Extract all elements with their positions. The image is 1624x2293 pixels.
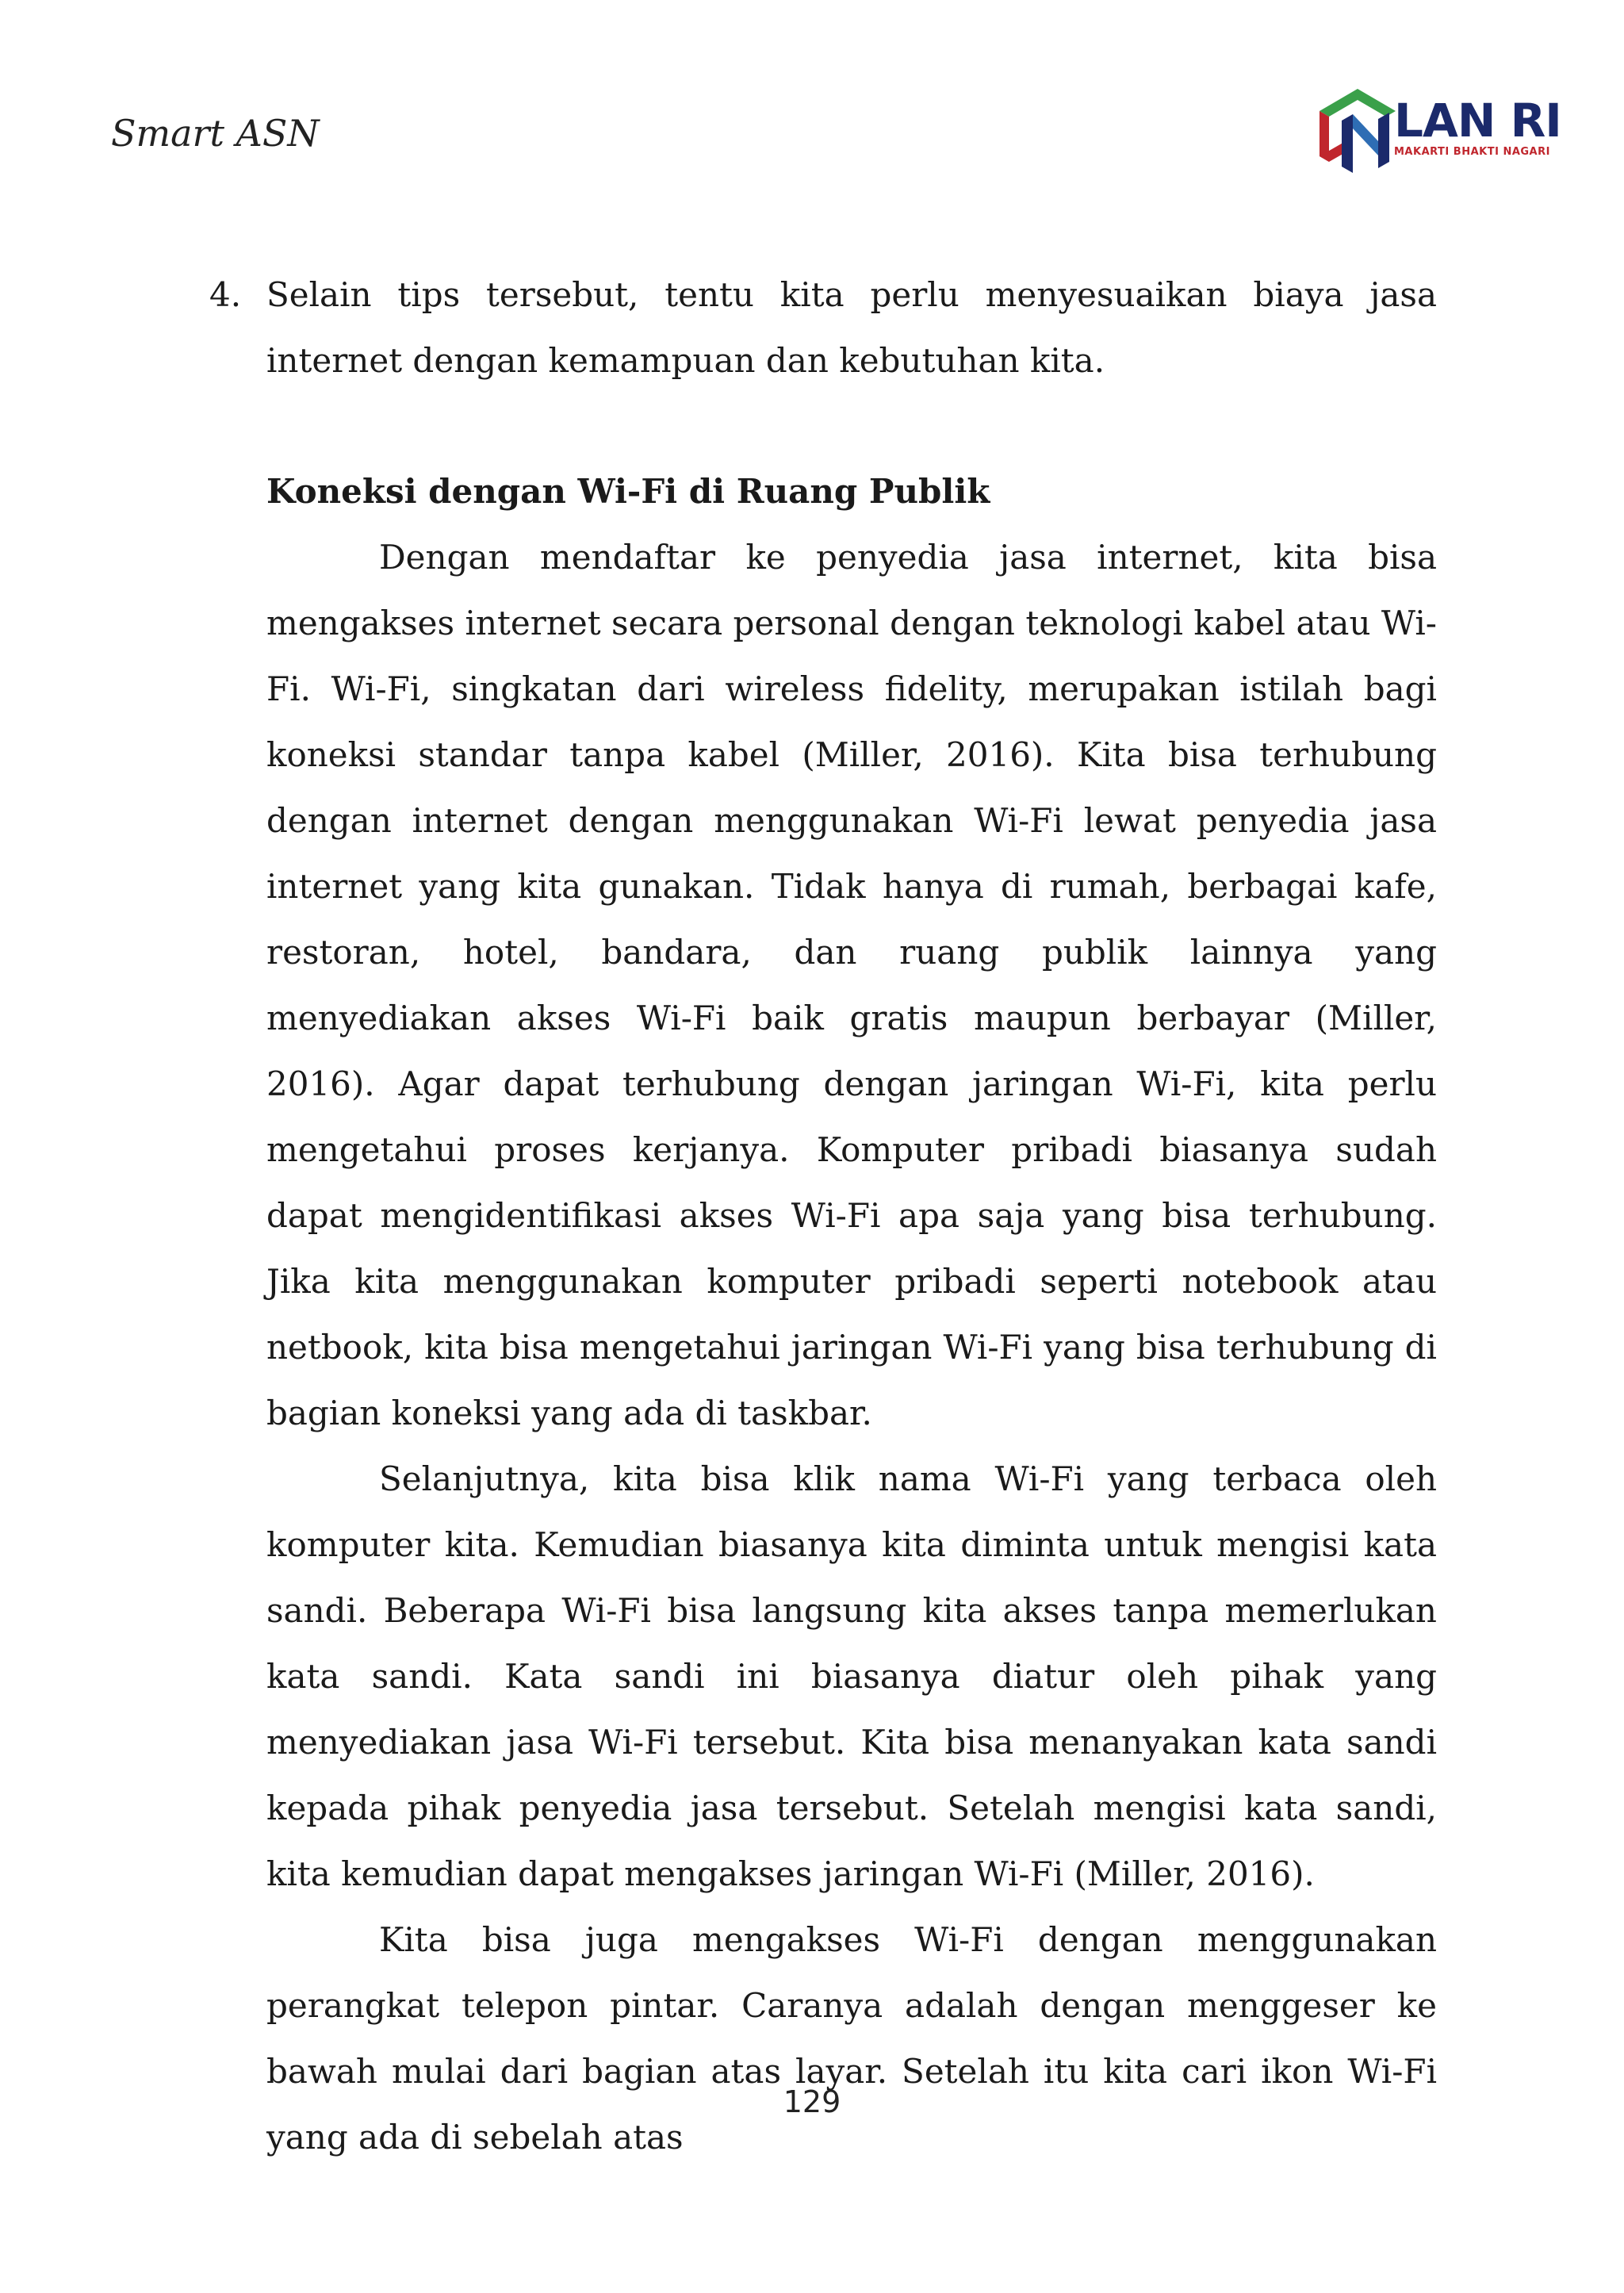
- lan-ri-logo: [1312, 79, 1561, 182]
- lan-ri-logo-mark-icon: [1312, 79, 1405, 179]
- page-number: 129: [783, 2084, 841, 2119]
- logo-wordmark: LAN RI: [1394, 94, 1561, 148]
- paragraph-2: Selanjutnya, kita bisa klik nama Wi-Fi yang terbaca oleh komputer kita. Kemudian biasanya kita diminta untuk mengisi kata sandi. Beberapa Wi-Fi bisa langsung kita akses tanpa memerlukan kata sandi. Kata sandi ini biasanya diatur oleh pihak yang menyediakan jasa Wi-Fi tersebut. Kita bisa menanyakan kata sandi kepada pihak penyedia jasa tersebut. Setelah mengisi kata sandi, kita kemudian dapat mengakses jaringan Wi-Fi (Miller, 2016).: [266, 1459, 1437, 1893]
- list-item-text: Selain tips tersebut, tentu kita perlu menyesuaikan biaya jasa internet dengan kemampuan dan kebutuhan kita.: [266, 275, 1437, 380]
- paragraph-3: Kita bisa juga mengakses Wi-Fi dengan menggunakan perangkat telepon pintar. Caranya adalah dengan menggeser ke bawah mulai dari bagian atas layar. Setelah itu kita cari ikon Wi-Fi yang ada di sebelah atas: [266, 1920, 1437, 2157]
- list-item-4: [154, 262, 1437, 393]
- logo-tagline: MAKARTI BHAKTI NAGARI: [1394, 146, 1550, 158]
- running-header-title: Smart ASN: [111, 112, 320, 155]
- paragraph-1: Dengan mendaftar ke penyedia jasa internet, kita bisa mengakses internet secara personal dengan teknologi kabel atau Wi-Fi. Wi-Fi, singkatan dari wireless fidelity, merupakan istilah bagi koneksi standar tanpa kabel (Miller, 2016). Kita bisa terhubung dengan internet dengan menggunakan Wi-Fi lewat penyedia jasa internet yang kita gunakan. Tidak hanya di rumah, berbagai kafe, restoran, hotel, bandara, dan ruang publik lainnya yang menyediakan akses Wi-Fi baik gratis maupun berbayar (Miller, 2016). Agar dapat terhubung dengan jaringan Wi-Fi, kita perlu mengetahui proses kerjanya. Komputer pribadi biasanya sudah dapat mengidentifikasi akses Wi-Fi apa saja yang bisa terhubung. Jika kita menggunakan komputer pribadi seperti notebook atau netbook, kita bisa mengetahui jaringan Wi-Fi yang bisa terhubung di bagian koneksi yang ada di taskbar.: [266, 538, 1437, 1432]
- page-content: [209, 262, 1437, 2170]
- list-item-number: 4.: [209, 275, 242, 314]
- section-heading: Koneksi dengan Wi-Fi di Ruang Publik: [266, 472, 990, 511]
